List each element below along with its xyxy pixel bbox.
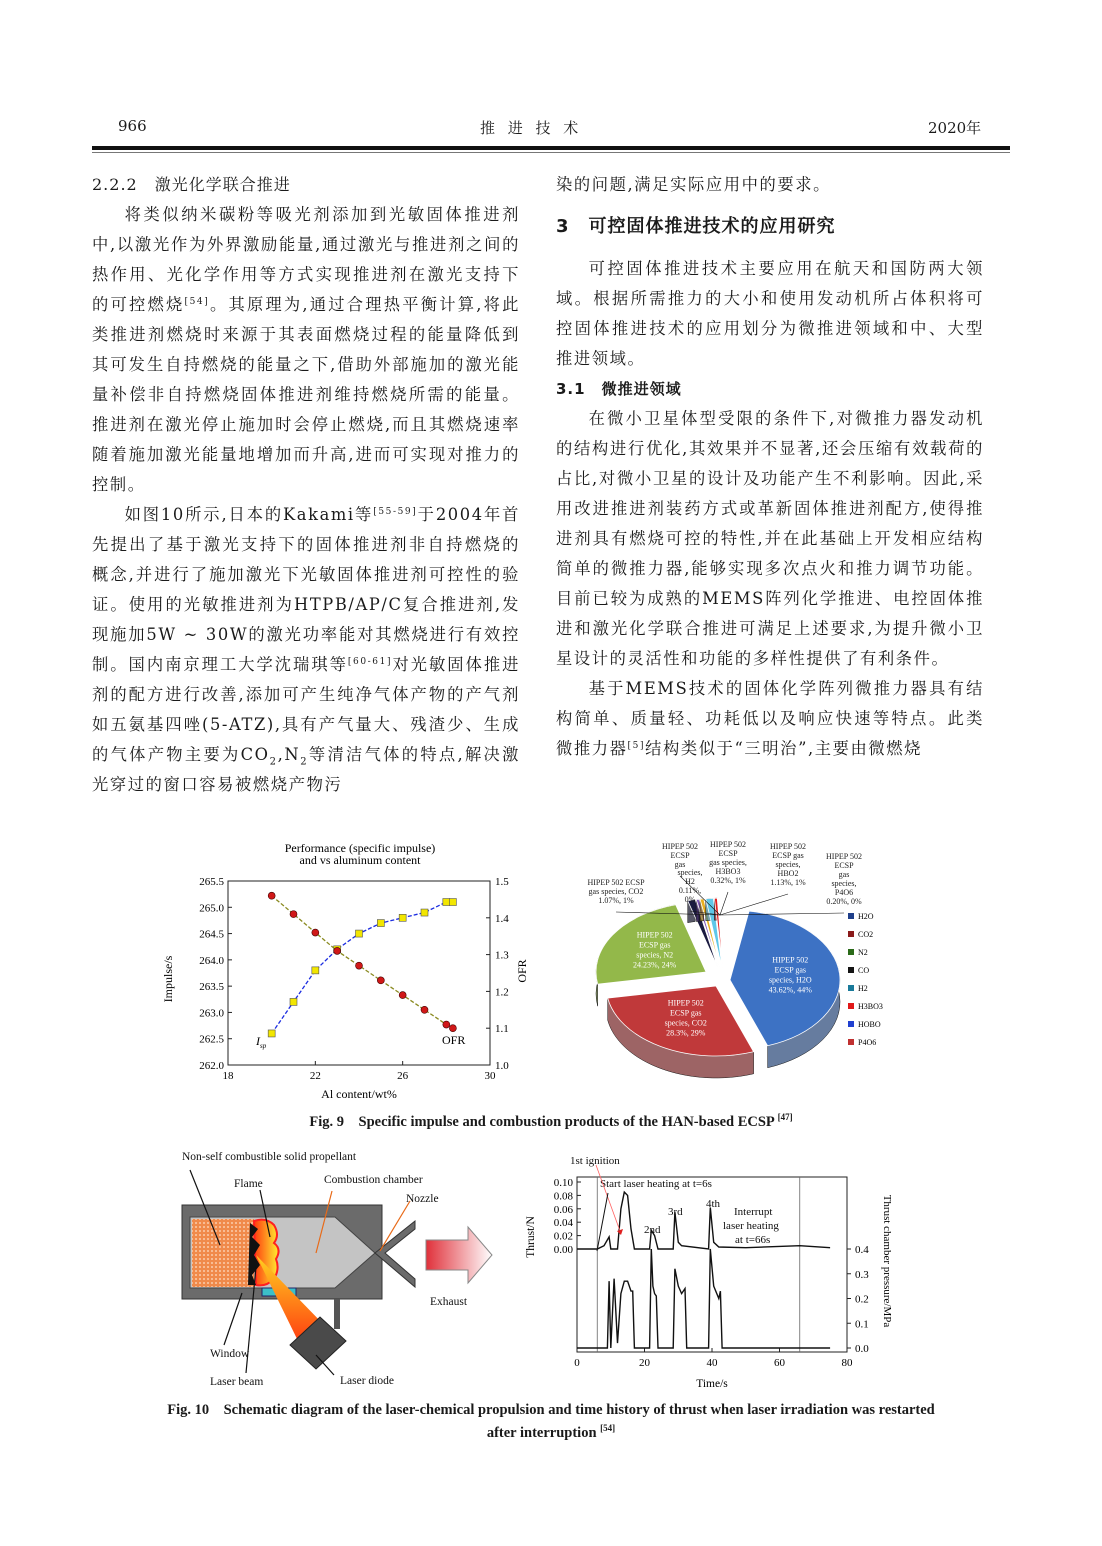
pie-callout-label: HIPEP 502 bbox=[826, 852, 862, 861]
legend-swatch bbox=[848, 1003, 854, 1009]
citation: [55-59] bbox=[373, 507, 418, 517]
y2-tick-label: 0.0 bbox=[855, 1343, 869, 1355]
y2-tick-label: 1.2 bbox=[495, 986, 509, 999]
y-tick-label: 265.0 bbox=[199, 902, 224, 915]
legend-swatch bbox=[848, 931, 854, 937]
paragraph-laser-chemical: 将类似纳米碳粉等吸光剂添加到光敏固体推进剂中,以激光作为外界激励能量,通过激光与推进剂之间的热作用、光化学作用等方式实现推进剂在激光支持下的可控燃烧[54]。其原理为,通过合理热平衡计算,将此类推进剂燃烧时来源于其表面燃烧过程的能量降低到其可发生自持燃烧的能量之下,借助外部施加的激光能量补偿非自持燃烧固体推进剂维持燃烧所需的能量。推进剂在激光停止施加时会停止燃烧,而且其燃烧速率随着施加激光能量地增加而升高,进而可实现对推力的控制。 bbox=[92, 205, 520, 494]
propellant bbox=[192, 1219, 254, 1287]
pie-slice-label: species, H2O bbox=[768, 975, 812, 985]
annotation-interrupt: Interrupt bbox=[734, 1206, 773, 1218]
data-point-ofr bbox=[421, 1006, 428, 1013]
pie-callout-label: 0.32%, 1% bbox=[710, 876, 746, 885]
pie-slice-label: 43.62%, 44% bbox=[768, 985, 812, 995]
y-tick-label: 263.0 bbox=[199, 1007, 224, 1020]
pie-callout-label: ECSP bbox=[718, 849, 738, 858]
x-tick-label: 80 bbox=[841, 1357, 853, 1369]
annotation-start-laser: Start laser heating at t=6s bbox=[600, 1178, 712, 1190]
pie-callout-leader bbox=[720, 892, 728, 915]
y-tick-label: 0.00 bbox=[553, 1244, 573, 1256]
y-tick-label: 265.5 bbox=[199, 876, 224, 888]
citation: [54] bbox=[184, 297, 210, 307]
data-point-isp bbox=[399, 914, 406, 921]
x-tick-label: 60 bbox=[774, 1357, 785, 1369]
x-axis-label: Al content/wt% bbox=[321, 1087, 397, 1101]
pie-callout-label: ECSP bbox=[834, 861, 854, 870]
y-tick-label: 0.08 bbox=[553, 1190, 573, 1203]
x-tick-label: 30 bbox=[484, 1070, 496, 1082]
pie-callout-leader bbox=[720, 913, 844, 915]
pie-callout-label: P4O6 bbox=[834, 888, 854, 897]
diode-mount bbox=[334, 1299, 340, 1329]
citation: [60-61] bbox=[347, 657, 393, 667]
y-tick-label: 264.5 bbox=[199, 928, 224, 941]
label-beam: Laser beam bbox=[210, 1376, 264, 1388]
label-exhaust: Exhaust bbox=[430, 1296, 468, 1308]
data-point-isp bbox=[356, 930, 363, 937]
legend-swatch bbox=[848, 985, 854, 991]
legend-swatch bbox=[848, 967, 854, 973]
y-axis-label: Impulse/s bbox=[161, 955, 175, 1003]
pie-callout-label: gas bbox=[674, 860, 686, 869]
pie-slice-label: species, N2 bbox=[636, 950, 674, 960]
y2-tick-label: 0.4 bbox=[855, 1244, 869, 1256]
annotation-at-66s: at t=66s bbox=[735, 1234, 771, 1246]
citation: [5] bbox=[627, 741, 646, 751]
pie-callout-label: species, bbox=[677, 868, 703, 877]
label-flame: Flame bbox=[234, 1178, 263, 1190]
x-tick-label: 22 bbox=[309, 1070, 321, 1082]
thrust-time-history-chart bbox=[520, 1145, 900, 1395]
x-tick-label: 40 bbox=[706, 1357, 718, 1369]
data-point-ofr bbox=[312, 929, 319, 936]
page-number: 966 bbox=[118, 117, 147, 135]
data-point-ofr bbox=[268, 892, 275, 899]
y-axis-label: Thrust/N bbox=[525, 1216, 537, 1258]
pie-callout-label: HIPEP 502 bbox=[710, 840, 746, 849]
section-heading-3-1: 3.1 微推进领域 bbox=[556, 380, 682, 398]
legend-swatch bbox=[848, 913, 854, 919]
y2-tick-label: 1.3 bbox=[495, 949, 509, 962]
pie-callout-label: 1.07%, 1% bbox=[598, 896, 634, 905]
pie-callout-label: HIPEP 502 bbox=[770, 842, 806, 851]
data-point-isp bbox=[290, 998, 297, 1005]
y-tick-label: 0.04 bbox=[553, 1217, 573, 1230]
pie-callout-label: ECSP bbox=[670, 851, 690, 860]
annotation-isp: $I_{sp}$ bbox=[256, 1034, 267, 1050]
y-tick-label: 0.06 bbox=[553, 1203, 573, 1216]
y-tick-label: 263.5 bbox=[199, 981, 224, 994]
pie-slice-label: species, CO2 bbox=[664, 1018, 707, 1028]
legend-swatch bbox=[848, 949, 854, 955]
pie-callout-label: HBO2 bbox=[777, 869, 799, 878]
pie-slice-label: 28.3%, 29% bbox=[666, 1028, 706, 1038]
legend-swatch bbox=[848, 1039, 854, 1045]
label-window: Window bbox=[210, 1348, 250, 1360]
pressure-line bbox=[577, 1249, 830, 1348]
pie-callout-label: species, bbox=[775, 860, 801, 869]
pie-callout-label: species, bbox=[831, 879, 857, 888]
gas-species-pie-chart bbox=[580, 835, 900, 1085]
annotation-2nd: 2nd bbox=[644, 1224, 661, 1236]
leader-window bbox=[224, 1293, 242, 1345]
data-point-ofr bbox=[449, 1025, 456, 1032]
y2-tick-label: 1.1 bbox=[495, 1023, 509, 1036]
x-tick-label: 0 bbox=[574, 1357, 580, 1369]
y-tick-label: 262.5 bbox=[199, 1033, 224, 1046]
thrust-line bbox=[577, 1192, 830, 1249]
legend-label: H2O bbox=[858, 912, 874, 921]
data-point-isp bbox=[443, 899, 450, 906]
data-point-isp bbox=[312, 967, 319, 974]
data-point-isp bbox=[449, 899, 456, 906]
data-point-isp bbox=[421, 909, 428, 916]
y-tick-label: 262.0 bbox=[199, 1060, 224, 1072]
legend-label: CO2 bbox=[858, 930, 874, 939]
figure-9-caption: Fig. 9 Specific impulse and combustion products of the HAN-based ECSP [47] bbox=[309, 1112, 793, 1130]
legend-label: P4O6 bbox=[858, 1038, 877, 1047]
header-rule-thin bbox=[92, 152, 1010, 153]
legend-label: HOBO bbox=[858, 1020, 881, 1029]
section-heading-2-2-2: 2.2.2 激光化学联合推进 bbox=[92, 175, 291, 194]
pie-slice-label: ECSP gas bbox=[774, 965, 807, 975]
annotation-4th: 4th bbox=[706, 1198, 721, 1210]
paragraph-kakami: 如图10所示,日本的Kakami等[55-59]于2004年首先提出了基于激光支持下的固体推进剂非自持燃烧的概念,并进行了施加激光下光敏固体推进剂可控性的验证。使用的光敏推进剂为HTPB/AP/C复合推进剂,发现施加5W ~ 30W的激光功率能对其燃烧进行有效控制。国内南京理工大学沈瑞琪等[60-61]对光敏固体推进剂的配方进行改善,添加可产生纯净气体产物的产气剂如五氨基四唑(5-ATZ),具有产气量大、残渣少、生成的气体产物主要为$CO_2,N_2$等清洁气体的特点,解决激光穿过的窗口容易被燃烧产物污 bbox=[92, 505, 521, 794]
label-propellant: Non-self combustible solid propellant bbox=[182, 1151, 357, 1163]
data-point-isp bbox=[377, 920, 384, 927]
x-axis-label: Time/s bbox=[696, 1378, 728, 1390]
label-nozzle: Nozzle bbox=[406, 1193, 439, 1205]
figure-10-caption: Fig. 10 Schematic diagram of the laser-chemical propulsion and time history of thrust when laser irradiation was restarted after interruption [54] bbox=[167, 1402, 935, 1441]
left-column bbox=[92, 170, 520, 800]
pie-callout-label: ECSP gas bbox=[772, 851, 804, 860]
data-point-ofr bbox=[443, 1021, 450, 1028]
data-point-ofr bbox=[399, 992, 406, 999]
pie-callout-label: 0% bbox=[684, 895, 696, 904]
annotation-3rd: 3rd bbox=[668, 1206, 683, 1218]
pie-callout-label: HIPEP 502 ECSP bbox=[587, 878, 645, 887]
paragraph-applications: 可控固体推进技术主要应用在航天和国防两大领域。根据所需推力的大小和使用发动机所占体积将可控固体推进技术的应用划分为微推进领域和中、大型推进领域。 bbox=[556, 259, 984, 368]
label-diode: Laser diode bbox=[340, 1375, 394, 1387]
data-point-ofr bbox=[334, 947, 341, 954]
pie-callout-label: HIPEP 502 bbox=[662, 842, 698, 851]
header-rule-thick bbox=[92, 146, 1010, 150]
pie-callout-label: 0.11%, bbox=[678, 886, 702, 895]
x-tick-label: 18 bbox=[222, 1070, 234, 1082]
annotation-1st-ignition: 1st ignition bbox=[570, 1155, 620, 1167]
annotation-ofr: OFR bbox=[442, 1033, 466, 1047]
data-point-ofr bbox=[377, 977, 384, 984]
pie-callout-label: 1.13%, 1% bbox=[770, 878, 806, 887]
legend-label: CO bbox=[858, 966, 870, 975]
y2-tick-label: 1.4 bbox=[495, 912, 509, 925]
paragraph-continuation: 染的问题,满足实际应用中的要求。 bbox=[556, 175, 831, 194]
year: 2020年 bbox=[928, 119, 982, 137]
chart-title-line1: Performance (specific impulse) bbox=[284, 841, 436, 855]
chart-title-line2: and vs aluminum content bbox=[299, 853, 421, 867]
label-chamber: Combustion chamber bbox=[324, 1174, 423, 1186]
pie-callout-label: 0.20%, 0% bbox=[826, 897, 862, 906]
y2-tick-label: 0.3 bbox=[855, 1268, 869, 1281]
y2-axis-label: OFR bbox=[515, 959, 529, 983]
isp-ofr-chart bbox=[160, 835, 540, 1105]
paragraph-mems: 基于MEMS技术的固体化学阵列微推力器具有结构简单、质量轻、功耗低以及响应快速等特点。此类微推力器[5]结构类似于“三明治”,主要由微燃烧 bbox=[556, 679, 984, 758]
exhaust-arrow bbox=[426, 1227, 492, 1283]
legend-swatch bbox=[848, 1021, 854, 1027]
pie-callout-label: gas species, bbox=[709, 858, 747, 867]
arrow-1st-ignition bbox=[596, 1165, 620, 1231]
pie-slice-label: ECSP gas bbox=[670, 1008, 702, 1018]
pie-callout-label: gas bbox=[838, 870, 850, 879]
data-point-isp bbox=[268, 1030, 275, 1037]
right-column bbox=[556, 170, 984, 764]
pie-slice-label: ECSP gas bbox=[638, 940, 671, 950]
x-tick-label: 20 bbox=[639, 1357, 650, 1369]
y-tick-label: 264.0 bbox=[199, 954, 224, 967]
x-tick-label: 26 bbox=[397, 1070, 409, 1082]
data-point-ofr bbox=[290, 911, 297, 918]
y2-tick-label: 0.2 bbox=[855, 1293, 869, 1306]
journal-title: 推 进 技 术 bbox=[480, 119, 583, 137]
pie-slice-label: HIPEP 502 bbox=[636, 930, 673, 940]
data-point-ofr bbox=[356, 962, 363, 969]
y-tick-label: 0.02 bbox=[553, 1230, 573, 1243]
laser-chemical-propulsion-schematic bbox=[170, 1145, 520, 1395]
legend-label: H3BO3 bbox=[858, 1002, 883, 1011]
pie-slice-label: HIPEP 502 bbox=[772, 955, 809, 965]
y-tick-label: 0.10 bbox=[553, 1177, 573, 1189]
pie-slice-label: 24.23%, 24% bbox=[633, 960, 677, 970]
paragraph-micro-satellite: 在微小卫星体型受限的条件下,对微推力器发动机的结构进行优化,其效果并不显著,还会压缩有效载荷的占比,对微小卫星的设计及功能产生不利影响。因此,采用改进推进剂装药方式或革新固体推进剂配方,使得推进剂具有燃烧可控的特性,并在此基础上开发相应结构简单的微推力器,能够实现多次点火和推力调节功能。目前已较为成熟的MEMS阵列化学推进、电控固体推进和激光化学联合推进可满足上述要求,为提升微小卫星设计的灵活性和功能的多样性提供了有利条件。 bbox=[556, 409, 984, 668]
y2-tick-label: 1.5 bbox=[495, 876, 509, 888]
legend-label: H2 bbox=[858, 984, 868, 993]
pie-slice-label: HIPEP 502 bbox=[667, 998, 704, 1008]
pie-callout-label: H2 bbox=[685, 877, 695, 886]
y2-axis-label: Thrust chamber pressure/MPa bbox=[881, 1194, 893, 1328]
section-heading-3: 3 可控固体推进技术的应用研究 bbox=[556, 216, 836, 237]
y2-tick-label: 0.1 bbox=[855, 1318, 869, 1331]
pie-callout-label: gas species, CO2 bbox=[588, 887, 644, 896]
y2-tick-label: 1.0 bbox=[495, 1060, 509, 1072]
pie-callout-label: H3BO3 bbox=[715, 867, 741, 876]
legend-label: N2 bbox=[858, 948, 868, 957]
annotation-laser-heating: laser heating bbox=[723, 1220, 779, 1232]
